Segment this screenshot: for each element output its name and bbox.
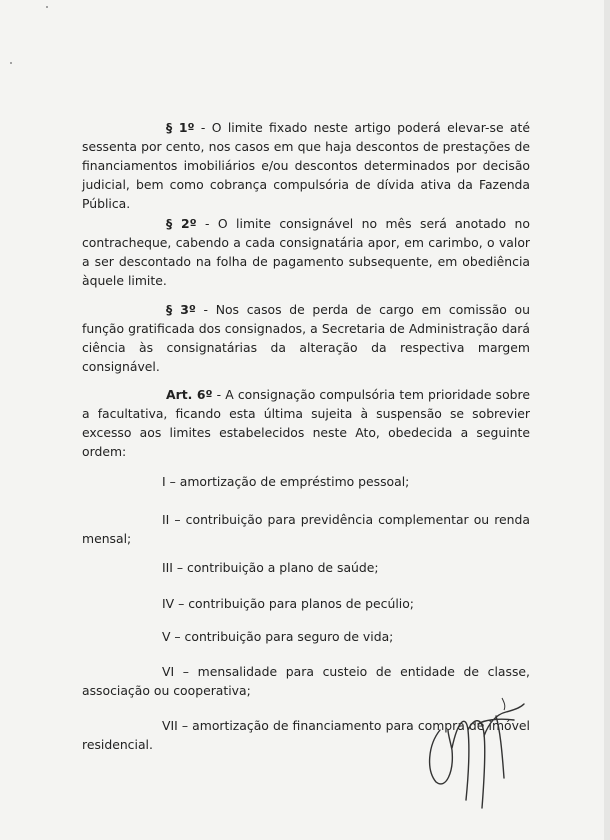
- list-item: VII – amortização de financiamento para compra de imóvel residencial.: [82, 718, 530, 752]
- article-6: [82, 385, 530, 461]
- paragraph-text: - O limite fixado neste artigo poderá elevar-se até sessenta por cento, nos casos em que haja descontos de prestações de financiamentos imobiliários e/ou descontos determinados por decisão judicial, bem como cobrança compulsória de dívida ativa da Fazenda Pública.: [82, 120, 531, 211]
- paragraph-1: [82, 118, 530, 213]
- paragraph-mark: § 3º: [166, 302, 196, 317]
- paragraph-text: - O limite consignável no mês será anotado no contracheque, cabendo a cada consignatária apor, em carimbo, o valor a ser descontado na folha de pagamento subsequente, em obediência àquele limite.: [82, 216, 530, 288]
- list-item: II – contribuição para previdência complementar ou renda mensal;: [82, 512, 530, 546]
- paragraph-text: - Nos casos de perda de cargo em comissão ou função gratificada dos consignados, a Secretaria de Administração dará ciência às consignatárias da alteração da respectiva margem consignável.: [82, 302, 530, 374]
- list-item: IV – contribuição para planos de pecúlio;: [162, 596, 414, 611]
- scan-speck: [46, 6, 48, 8]
- list-item: V – contribuição para seguro de vida;: [162, 629, 394, 644]
- list-item: I – amortização de empréstimo pessoal;: [162, 474, 410, 489]
- list-item: VI – mensalidade para custeio de entidade de classe, associação ou cooperativa;: [82, 664, 530, 698]
- paragraph-3: [82, 300, 530, 376]
- page-edge: [604, 0, 610, 840]
- article-text: - A consignação compulsória tem prioridade sobre a facultativa, ficando esta última sujeita à suspensão se sobrevier excesso aos limites estabelecidos neste Ato, obedecida a seguinte ordem:: [82, 387, 530, 459]
- article-mark: Art. 6º: [166, 387, 213, 402]
- scan-speck: [10, 62, 12, 64]
- list-item: III – contribuição a plano de saúde;: [162, 560, 379, 575]
- paragraph-mark: § 2º: [166, 216, 197, 231]
- handwritten-signature: [418, 690, 528, 810]
- paragraph-mark: § 1º: [166, 120, 195, 135]
- paragraph-2: [82, 214, 530, 290]
